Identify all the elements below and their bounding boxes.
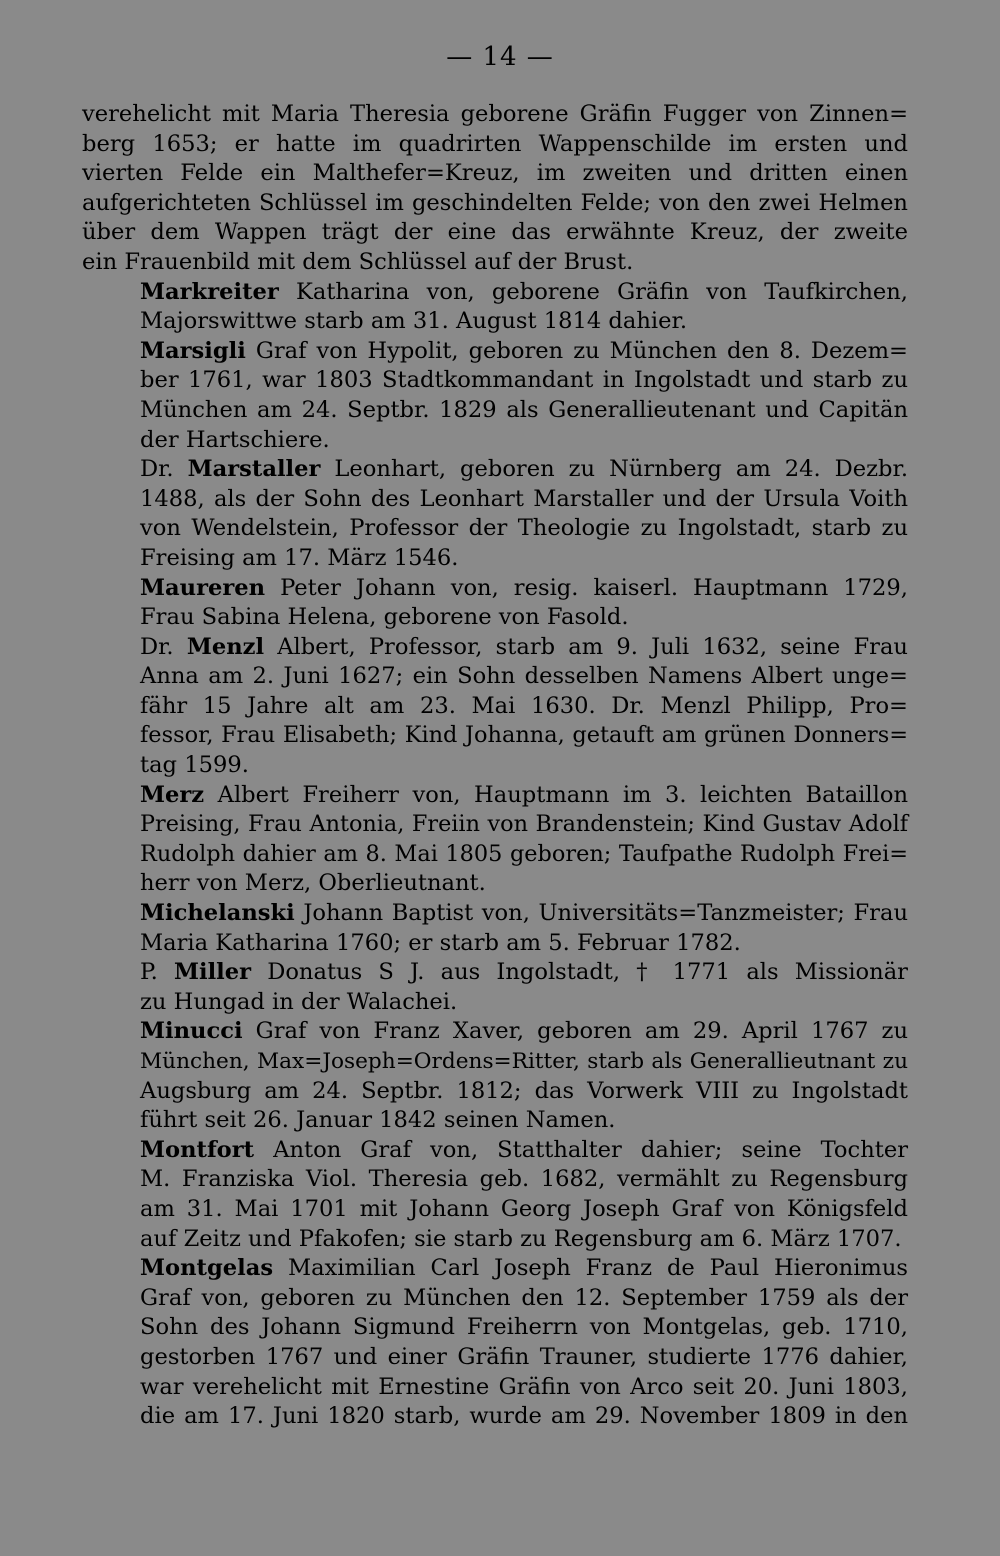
- entry-paragraph: [82, 100, 908, 278]
- entry-lemma: Marsigli: [140, 337, 246, 364]
- line-text: gestorben 1767 und einer Gräfin Trauner, studierte 1776 dahier,: [140, 1343, 908, 1370]
- line-text: Maria Katharina 1760; er starb am 5. Februar 1782.: [140, 929, 741, 956]
- text-line: [82, 130, 908, 160]
- line-text: München, Max=Joseph=Ordens=Ritter, starb als Generallieutnant zu: [140, 1049, 908, 1074]
- text-line: [82, 1343, 908, 1373]
- entry-lemma: Montfort: [140, 1136, 255, 1163]
- text-line: [82, 958, 908, 988]
- line-text: ber 1761, war 1803 Stadtkommandant in Ingolstadt und starb zu: [140, 367, 908, 394]
- text-line: [82, 396, 908, 426]
- text-line: [82, 751, 908, 781]
- text-line: [82, 1136, 908, 1166]
- line-text: Majorswittwe starb am 31. August 1814 dahier.: [140, 308, 688, 335]
- line-text: Katharina von, geborene Gräfin von Taufkirchen,: [295, 278, 908, 305]
- text-line: [82, 988, 908, 1018]
- text-line: [82, 721, 908, 751]
- text-line: [82, 455, 908, 485]
- line-text: die am 17. Juni 1820 starb, wurde am 29. November 1809 in den: [140, 1403, 908, 1430]
- line-text: vierten Felde ein Malthefer=Kreuz, im zweiten und dritten einen: [82, 160, 908, 187]
- text-line: [82, 1106, 908, 1136]
- text-line: [82, 189, 908, 219]
- line-text: Graf von, geboren zu München den 12. September 1759 als der: [140, 1284, 908, 1311]
- text-line: [82, 1017, 908, 1047]
- line-text: tag 1599.: [140, 752, 249, 779]
- entry-prefix: Dr.: [140, 456, 174, 483]
- entry-paragraph: [82, 781, 908, 899]
- text-line: [82, 1402, 908, 1432]
- line-text: Rudolph dahier am 8. Mai 1805 geboren; Taufpathe Rudolph Frei=: [140, 840, 908, 867]
- entry-lemma: Maureren: [140, 574, 266, 601]
- text-line: [82, 603, 908, 633]
- entry-paragraph: [82, 574, 908, 633]
- line-text: Augsburg am 24. Septbr. 1812; das Vorwerk VIII zu Ingolstadt: [140, 1077, 908, 1104]
- line-text: M. Franziska Viol. Theresia geb. 1682, vermählt zu Regensburg: [140, 1166, 908, 1193]
- text-line: [82, 692, 908, 722]
- entry-paragraph: [82, 1017, 908, 1135]
- text-line: [82, 426, 908, 456]
- entry-lemma: Merz: [140, 781, 205, 808]
- text-line: [82, 159, 908, 189]
- line-text: Albert, Professor, starb am 9. Juli 1632, seine Frau: [277, 633, 908, 660]
- entry-paragraph: [82, 337, 908, 455]
- text-line: [82, 307, 908, 337]
- line-text: Frau Sabina Helena, geborene von Fasold.: [140, 604, 629, 631]
- entry-paragraph: [82, 278, 908, 337]
- entry-lemma: Montgelas: [140, 1255, 274, 1282]
- line-text: 1488, als der Sohn des Leonhart Marstaller und der Ursula Voith: [140, 485, 908, 512]
- line-text: über dem Wappen trägt der eine das erwähnte Kreuz, der zweite: [82, 219, 908, 246]
- text-line: [82, 662, 908, 692]
- entry-paragraph: [82, 455, 908, 573]
- line-text: fessor, Frau Elisabeth; Kind Johanna, getauft am grünen Donners=: [140, 722, 908, 749]
- text-line: [82, 1225, 908, 1255]
- entry-paragraph: [82, 1254, 908, 1432]
- text-line: [82, 840, 908, 870]
- line-text: Preising, Frau Antonia, Freiin von Brandenstein; Kind Gustav Adolf: [140, 811, 908, 838]
- line-text: zu Hungad in der Walachei.: [140, 988, 458, 1015]
- line-text: Freising am 17. März 1546.: [140, 544, 459, 571]
- text-line: [82, 485, 908, 515]
- line-text: fähr 15 Jahre alt am 23. Mai 1630. Dr. Menzl Philipp, Pro=: [140, 692, 908, 719]
- text-body: [82, 100, 908, 1432]
- line-text: aufgerichteten Schlüssel im geschindelten Felde; von den zwei Helmen: [82, 189, 908, 216]
- entry-lemma: Markreiter: [140, 278, 279, 305]
- entry-paragraph: [82, 1136, 908, 1254]
- line-text: Anton Graf von, Statthalter dahier; seine Tochter: [273, 1136, 908, 1163]
- line-text: Albert Freiherr von, Hauptmann im 3. leichten Bataillon: [217, 781, 908, 808]
- line-text: von Wendelstein, Professor der Theologie zu Ingolstadt, starb zu: [140, 515, 908, 542]
- entry-prefix: Dr.: [140, 633, 174, 660]
- text-line: [82, 366, 908, 396]
- entry-lemma: Marstaller: [187, 456, 321, 483]
- line-text: war verehelicht mit Ernestine Gräfin von Arco seit 20. Juni 1803,: [140, 1373, 908, 1400]
- entry-lemma: Menzl: [186, 633, 265, 660]
- text-line: [82, 514, 908, 544]
- line-text: führt seit 26. Januar 1842 seinen Namen.: [140, 1107, 616, 1134]
- text-line: [82, 929, 908, 959]
- line-text: am 31. Mai 1701 mit Johann Georg Joseph Graf von Königsfeld: [140, 1195, 908, 1222]
- text-line: [82, 1373, 908, 1403]
- line-text: Peter Johann von, resig. kaiserl. Hauptmann 1729,: [280, 574, 908, 601]
- text-line: [82, 337, 908, 367]
- line-text: Leonhart, geboren zu Nürnberg am 24. Dezbr.: [334, 456, 909, 483]
- line-text: ein Frauenbild mit dem Schlüssel auf der Brust.: [82, 248, 634, 275]
- line-text: berg 1653; er hatte im quadrirten Wappenschilde im ersten und: [82, 130, 908, 157]
- line-text: Donatus S J. aus Ingolstadt, † 1771 als Missionär: [267, 959, 908, 986]
- entry-prefix: P.: [140, 959, 158, 986]
- line-text: verehelicht mit Maria Theresia geborene Gräfin Fugger von Zinnen=: [82, 101, 908, 127]
- line-text: Maximilian Carl Joseph Franz de Paul Hieronimus: [287, 1255, 908, 1282]
- text-line: [82, 1165, 908, 1195]
- text-line: [82, 1047, 908, 1077]
- line-text: der Hartschiere.: [140, 426, 330, 453]
- line-text: München am 24. Septbr. 1829 als Generallieutenant und Capitän: [140, 396, 908, 423]
- line-text: auf Zeitz und Pfakofen; sie starb zu Regensburg am 6. März 1707.: [140, 1225, 902, 1252]
- text-line: [82, 100, 908, 130]
- text-line: [82, 1254, 908, 1284]
- text-line: [82, 544, 908, 574]
- text-line: [82, 781, 908, 811]
- entry-paragraph: [82, 958, 908, 1017]
- text-line: [82, 899, 908, 929]
- line-text: Anna am 2. Juni 1627; ein Sohn desselben Namens Albert unge=: [140, 663, 908, 690]
- page-number: — 14 —: [446, 42, 554, 72]
- line-text: Johann Baptist von, Universitäts=Tanzmeister; Frau: [303, 900, 908, 927]
- line-text: herr von Merz, Oberlieutnant.: [140, 870, 486, 897]
- entry-lemma: Michelanski: [140, 900, 295, 927]
- text-line: [82, 1313, 908, 1343]
- text-line: [82, 278, 908, 308]
- line-text: Sohn des Johann Sigmund Freiherrn von Montgelas, geb. 1710,: [140, 1314, 908, 1341]
- entry-lemma: Minucci: [140, 1018, 243, 1045]
- text-line: [82, 1195, 908, 1225]
- text-line: [82, 1284, 908, 1314]
- line-text: Graf von Hypolit, geboren zu München den 8. Dezem=: [255, 337, 908, 364]
- text-line: [82, 633, 908, 663]
- entry-lemma: Miller: [173, 959, 252, 986]
- entry-paragraph: [82, 899, 908, 958]
- text-line: [82, 574, 908, 604]
- entry-paragraph: [82, 633, 908, 781]
- text-line: [82, 248, 908, 278]
- line-text: Graf von Franz Xaver, geboren am 29. April 1767 zu: [255, 1018, 909, 1045]
- text-line: [82, 810, 908, 840]
- text-line: [82, 869, 908, 899]
- text-line: [82, 1077, 908, 1107]
- text-line: [82, 218, 908, 248]
